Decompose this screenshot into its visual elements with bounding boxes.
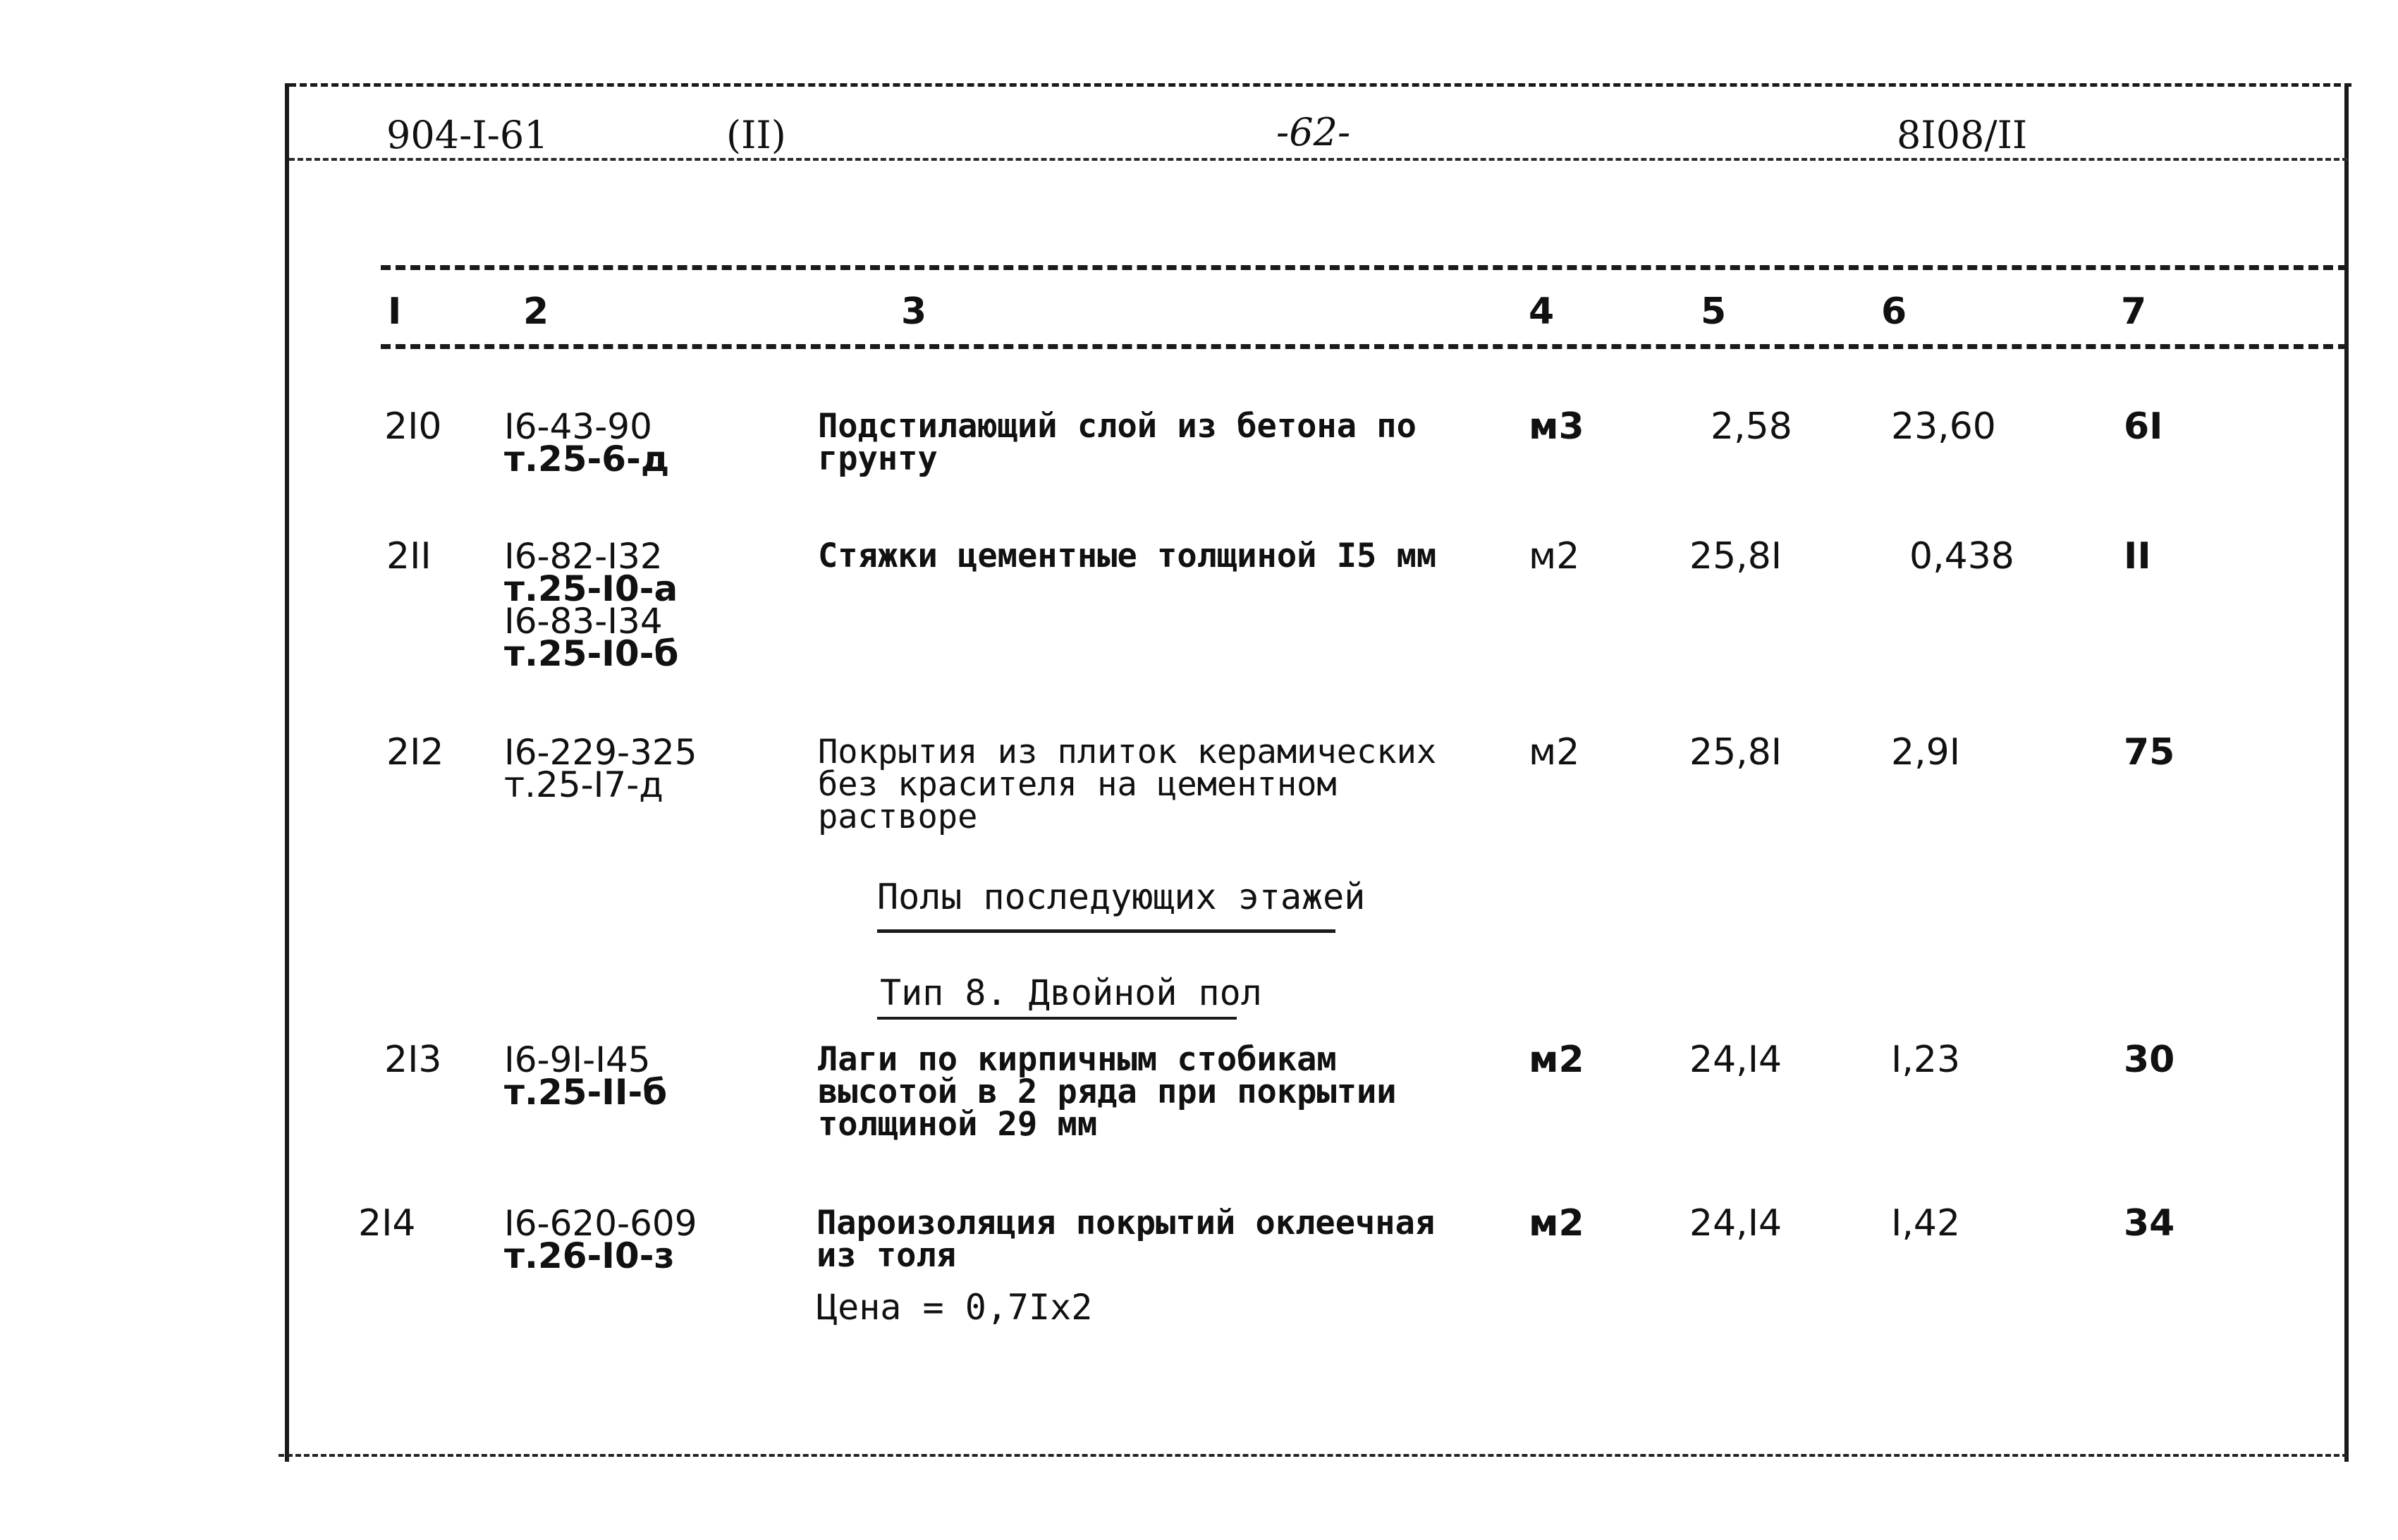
frame-right-border [2344,83,2349,1462]
row-unit: м2 [1529,1039,1584,1081]
row-description-line: высотой в 2 ряда при покрытии [818,1072,1397,1111]
row-reference-line: т.25-II-б [504,1072,668,1113]
row-description-line: Пароизоляция покрытий оклеечная [816,1204,1436,1242]
row-reference-line: I6-43-90 [504,406,652,447]
row-reference-line: т.25-I0-б [504,633,679,674]
row-unit-price: 2,9I [1891,731,1961,774]
row-description-line: грунту [818,439,938,478]
row-reference-line: I6-620-609 [504,1203,697,1244]
row-quantity: 2,58 [1711,405,1792,448]
frame-bottom-border [279,1454,2348,1457]
row-description-line: без красителя на цементном [818,765,1337,804]
row-number: 2I2 [386,731,444,774]
document-code: 904-I-61 [386,113,549,157]
column-number-2: 2 [523,291,549,333]
row-number: 2II [386,535,432,578]
row-description-line: из толя [816,1236,957,1275]
column-number-3: 3 [901,291,927,333]
row-description-line: Подстилающий слой из бетона по [818,407,1417,446]
row-reference-line: т.25-I0-а [504,568,678,609]
column-number-7: 7 [2121,291,2147,333]
row-reference-line: т.25-6-д [504,439,670,479]
column-number-1: I [388,291,402,333]
row-reference-line: I6-82-I32 [504,536,663,577]
row-description-line: Стяжки цементные толщиной I5 мм [818,537,1437,575]
row-number: 2I0 [384,405,442,448]
row-unit-price: 0,438 [1909,535,2014,578]
section-heading-floors: Полы последующих этажей [877,876,1366,917]
row-total: II [2124,535,2151,578]
price-note: Цена = 0,7Iх2 [816,1287,1093,1328]
row-number: 2I4 [358,1202,416,1245]
header-divider [289,158,2348,161]
row-quantity: 25,8I [1689,535,1782,578]
column-header-bottom-rule [381,344,2348,349]
row-quantity: 24,I4 [1689,1039,1782,1081]
column-number-5: 5 [1701,291,1727,333]
frame-left-border [285,83,289,1462]
row-reference-line: т.26-I0-з [504,1235,675,1276]
row-total: 6I [2124,405,2163,448]
frame-top-border [289,83,2351,87]
row-quantity: 24,I4 [1689,1202,1782,1245]
row-unit-price: 23,60 [1891,405,1996,448]
row-reference-line: I6-83-I34 [504,601,663,642]
row-unit-price: I,42 [1891,1202,1961,1245]
row-reference-line: I6-9I-I45 [504,1039,651,1080]
row-description-line: Покрытия из плиток керамических [818,733,1437,771]
row-total: 75 [2124,731,2175,774]
row-description-line: растворе [818,798,978,836]
row-description-line: толщиной 29 мм [818,1105,1098,1144]
column-number-4: 4 [1529,291,1555,333]
row-unit-price: I,23 [1891,1039,1961,1081]
row-total: 30 [2124,1039,2175,1081]
row-reference-line: т.25-I7-д [504,764,663,805]
page-number: -62- [1276,110,1351,154]
row-unit: м3 [1529,405,1584,448]
row-number: 2I3 [384,1039,442,1081]
row-unit: м2 [1529,731,1580,774]
section-heading-underline [877,1017,1237,1020]
row-reference-line: I6-229-325 [504,732,697,773]
document-part: (II) [726,113,786,157]
column-number-6: 6 [1881,291,1907,333]
section-heading-type: Тип 8. Двойной пол [880,972,1262,1013]
row-description-line: Лаги по кирпичным стобикам [818,1040,1337,1079]
row-quantity: 25,8I [1689,731,1782,774]
row-unit: м2 [1529,535,1580,578]
section-heading-underline [877,929,1335,933]
row-total: 34 [2124,1202,2175,1245]
document-number: 8I08/II [1897,113,2028,157]
column-header-top-rule [381,265,2348,270]
row-unit: м2 [1529,1202,1584,1245]
